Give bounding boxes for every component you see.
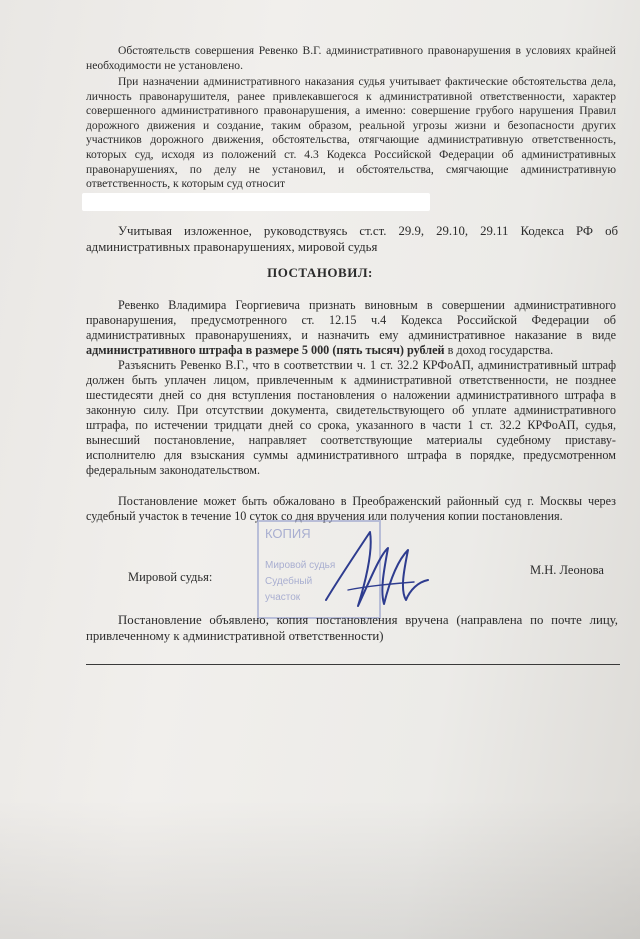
fine-amount: административного штрафа в размере 5 000 (пять тысяч) рублей: [86, 343, 445, 357]
paragraph-explanation: Разъяснить Ревенко В.Г., что в соответствии ч. 1 ст. 32.2 КРФоАП, административный штраф должен быть уплачен лицом, привлеченным к административной ответственности, не позднее шестидесяти дней со дня вступления постановления о наложении административного штрафа в законную силу. При отсутствии документа, свидетельствующего об уплате административного штрафа, по истечении тридцати дней со срока, указанного в части 1 ст. 32.2 КРФоАП, судья, вынесший постановление, направляет соответствующие материалы судебному приставу-исполнителю для взыскания суммы административного штрафа в порядке, предусмотренном федеральным законодательством.: [86, 358, 616, 477]
stamp-line-4: участок: [265, 592, 301, 603]
paragraph-announcement: Постановление объявлено, копия постановления вручена (направлена по почте лицу, привлеченному к административной ответственности): [86, 613, 618, 643]
stamp-line-2: Мировой судья: [265, 560, 336, 571]
redacted-block: [82, 193, 430, 211]
page-shadow: [0, 799, 640, 939]
verdict-end: в доход государства.: [447, 343, 554, 357]
paragraph-considering: Учитывая изложенное, руководствуясь ст.ст. 29.9, 29.10, 29.11 Кодекса РФ об административных правонарушениях, мировой судья: [86, 224, 618, 254]
stamp-line-3: Судебный: [265, 576, 313, 587]
judge-name: М.Н. Леонова: [530, 563, 604, 577]
decision-heading: ПОСТАНОВИЛ:: [267, 265, 373, 280]
judge-label: Мировой судья:: [128, 570, 213, 584]
signature-line: [86, 664, 620, 665]
paragraph-appeal: Постановление может быть обжаловано в Преображенский районный суд г. Москвы через судебный участок в течение 10 суток со дня вручения или получения копии постановления.: [86, 494, 616, 523]
stamp-line-1: КОПИЯ: [265, 526, 311, 541]
paragraph-circumstances: Обстоятельств совершения Ревенко В.Г. административного правонарушения в условиях крайней необходимости не установлено.: [86, 44, 616, 72]
verdict-text: Ревенко Владимира Георгиевича признать виновным в совершении административного правонарушения, предусмотренного ст. 12.15 ч.4 Кодекса Российской Федерации об административных правонарушениях, и назначить ему административное наказание в виде: [86, 298, 616, 342]
judge-signature: [318, 520, 438, 620]
paragraph-verdict: [86, 298, 616, 358]
paragraph-sentencing: При назначении административного наказания судья учитывает фактические обстоятельства дела, личность правонарушителя, ранее привлекавшегося к административной ответственности, характер совершенного административного правонарушения, а именно: совершение грубого нарушения Правил дорожного движения и создание, таким образом, реальной угрозы жизни и безопасности других участников дорожного движения, обстоятельства, отягчающие административную ответственность, которых суд, исходя из положений ст. 4.3 Кодекса Российской Федерации об административных правонарушениях, по делу не установил, и обстоятельства, смягчающие административную ответственность, к которым суд относит: [86, 75, 616, 191]
